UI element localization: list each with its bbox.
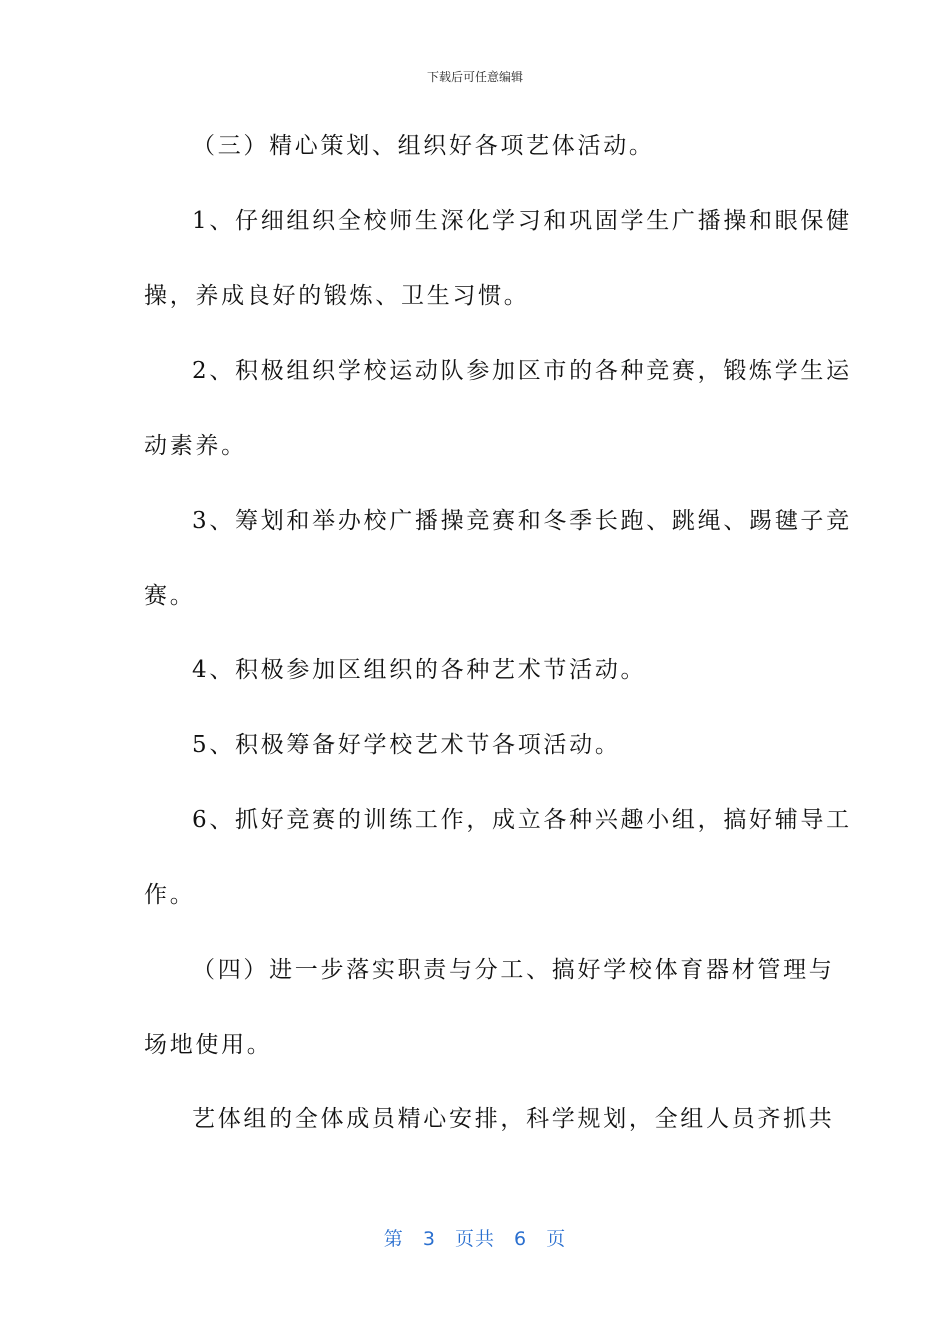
paragraph-line: 动素养。 <box>144 433 247 459</box>
paragraph-line: 1、仔细组织全校师生深化学习和巩固学生广播操和眼保健 <box>192 208 852 234</box>
paragraph-line: 作。 <box>144 882 196 908</box>
paragraph-line: 场地使用。 <box>144 1032 273 1058</box>
page-header: 下载后可任意编辑 <box>426 70 523 84</box>
paragraph-line: 5、积极筹备好学校艺术节各项活动。 <box>192 732 621 758</box>
footer-total-pages: 6 <box>514 1228 528 1250</box>
paragraph-line: 艺体组的全体成员精心安排，科学规划，全组人员齐抓共 <box>192 1106 835 1132</box>
paragraph-line: 2、积极组织学校运动队参加区市的各种竞赛，锻炼学生运 <box>192 358 852 384</box>
page-number-footer <box>0 1224 950 1251</box>
section-heading-4: （四）进一步落实职责与分工、搞好学校体育器材管理与 <box>192 957 835 983</box>
footer-prefix: 第 <box>383 1228 404 1250</box>
paragraph-line: 4、积极参加区组织的各种艺术节活动。 <box>192 657 647 683</box>
footer-middle: 页共 <box>454 1228 495 1250</box>
paragraph-line: 6、抓好竞赛的训练工作，成立各种兴趣小组，搞好辅导工 <box>192 807 852 833</box>
section-heading-3: （三）精心策划、组织好各项艺体活动。 <box>192 133 655 159</box>
footer-suffix: 页 <box>546 1228 567 1250</box>
footer-current-page: 3 <box>422 1228 436 1250</box>
paragraph-line: 操，养成良好的锻炼、卫生习惯。 <box>144 283 530 309</box>
paragraph-line: 3、筹划和举办校广播操竞赛和冬季长跑、跳绳、踢毽子竞 <box>192 508 852 534</box>
paragraph-line: 赛。 <box>144 583 196 609</box>
